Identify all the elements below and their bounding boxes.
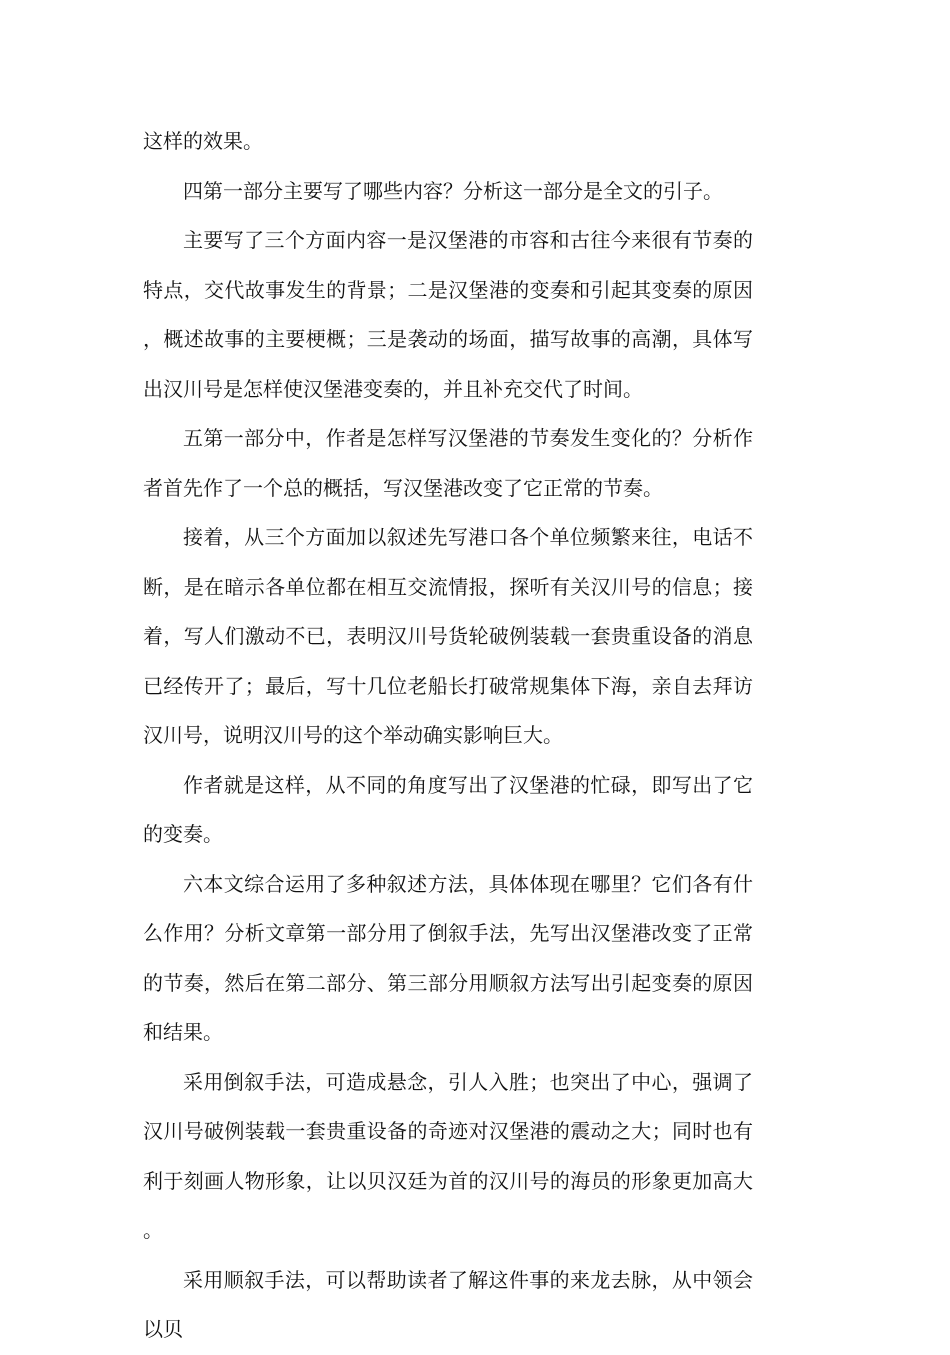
document-body: [143, 117, 753, 1355]
paragraph-2: 四第一部分主要写了哪些内容？分析这一部分是全文的引子。: [183, 178, 723, 203]
paragraph-7: 六本文综合运用了多种叙述方法，具体体现在哪里？它们各有什么作用？分析文章第一部分用了倒叙手法，先写出汉堡港改变了正常的节奏，然后在第二部分、第三部分用顺叙方法写出引起变奏的原因和结果。: [143, 871, 753, 1044]
paragraph-1: 这样的效果。: [143, 129, 263, 153]
paragraph-5: 接着，从三个方面加以叙述先写港口各个单位频繁来往，电话不断，是在暗示各单位都在相互交流情报，探听有关汉川号的信息；接着，写人们激动不已，表明汉川号货轮破例装载一套贵重设备的消息已经传开了；最后，写十几位老船长打破常规集体下海，亲自去拜访汉川号，说明汉川号的这个举动确实影响巨大。: [143, 525, 753, 747]
paragraph-4: 五第一部分中，作者是怎样写汉堡港的节奏发生变化的？分析作者首先作了一个总的概括，写汉堡港改变了它正常的节奏。: [143, 426, 753, 500]
paragraph-9: 采用顺叙手法，可以帮助读者了解这件事的来龙去脉，从中领会以贝: [143, 1267, 753, 1341]
paragraph-6: 作者就是这样，从不同的角度写出了汉堡港的忙碌，即写出了它的变奏。: [143, 772, 753, 846]
paragraph-8: 采用倒叙手法，可造成悬念，引人入胜；也突出了中心，强调了汉川号破例装载一套贵重设备的奇迹对汉堡港的震动之大；同时也有利于刻画人物形象，让以贝汉廷为首的汉川号的海员的形象更加高大。: [143, 1069, 753, 1242]
paragraph-3: 主要写了三个方面内容一是汉堡港的市容和古往今来很有节奏的特点，交代故事发生的背景；二是汉堡港的变奏和引起其变奏的原因，概述故事的主要梗概；三是袭动的场面，描写故事的高潮，具体写出汉川号是怎样使汉堡港变奏的，并且补充交代了时间。: [143, 228, 753, 401]
